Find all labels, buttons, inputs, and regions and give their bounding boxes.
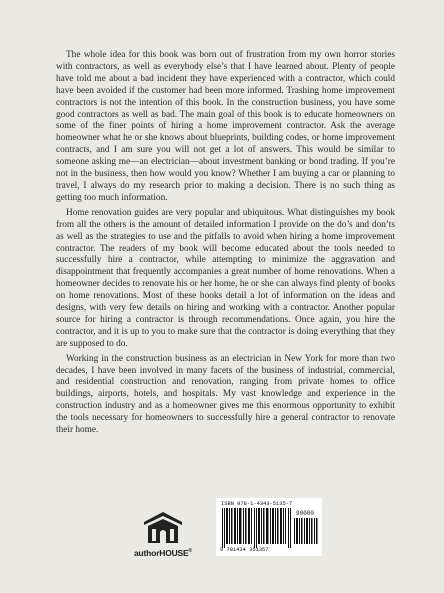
authorhouse-logo-icon (140, 510, 186, 546)
back-cover-text (56, 50, 395, 440)
publisher-name: authorHOUSE® (134, 548, 192, 558)
paragraph-2: Home renovation guides are very popular and ubiquitous. What distinguishes my book from all the others is the amount of detailed information I provide on the do’s and don’ts as well as the strategies to use and the pitfalls to avoid when hiring a home improvement contractor. The readers of my book will become educated about the tools needed to successfully hire a contractor, while attempting to minimize the aggravation and disappointment that frequently accompanies a great number of home renovations. When a homeowner decides to renovate his or her home, he or she can always find plenty of books on home renovations. Most of these books detail a lot of information on the ideas and designs, with very few details on hiring and working with a contractor. Another popular source for hiring a contractor is through recommendations. Once again, you hire the contractor, and it is up to you to make sure that the contractor is doing everything that they are supposed to do. (56, 207, 395, 349)
ean-barcode-bars (222, 508, 292, 548)
publisher-logo (122, 510, 204, 560)
addon-barcode-bars (294, 518, 318, 544)
ean-digits: 9 781434 351357 (220, 547, 269, 553)
isbn-barcode (216, 498, 322, 556)
paragraph-1: The whole idea for this book was born out of frustration from my own horror stories with contractors, as well as everybody else’s that I have learned about. Plenty of people have told me about a bad incident they have experienced with a contractor, which could have been avoided if the customer had been more informed. Trashing home improvement contractors is not the intention of this book. In the construction business, you have some good contractors as well as bad. The main goal of this book is to educate homeowners on some of the finer points of hiring a home improvement contractor. Ask the average homeowner what he or she knows about blueprints, building codes, or home improvement contracts, and I am sure you will not get a lot of answers. This would be similar to someone asking me—an electrician—about investment banking or bond trading. If you’re not in the business, then how would you know? Whether I am buying a car or planning to travel, I always do my research prior to making a decision. There is no such thing as getting too much information. (56, 50, 395, 203)
price-code: 90000 (296, 510, 315, 517)
isbn-label: ISBN 978-1-4343-5135-7 (221, 501, 293, 507)
paragraph-3: Working in the construction business as an electrician in New York for more than two decades, I have been involved in many facets of the business of industrial, commercial, and residential construction and renovation, ranging from private homes to office buildings, airports, hotels, and hospitals. My vast knowledge and experience in the construction industry and as a homeowner gives me this enormous opportunity to exhibit the tools necessary for homeowners to successfully hire a general contractor to renovate their home. (56, 353, 395, 436)
